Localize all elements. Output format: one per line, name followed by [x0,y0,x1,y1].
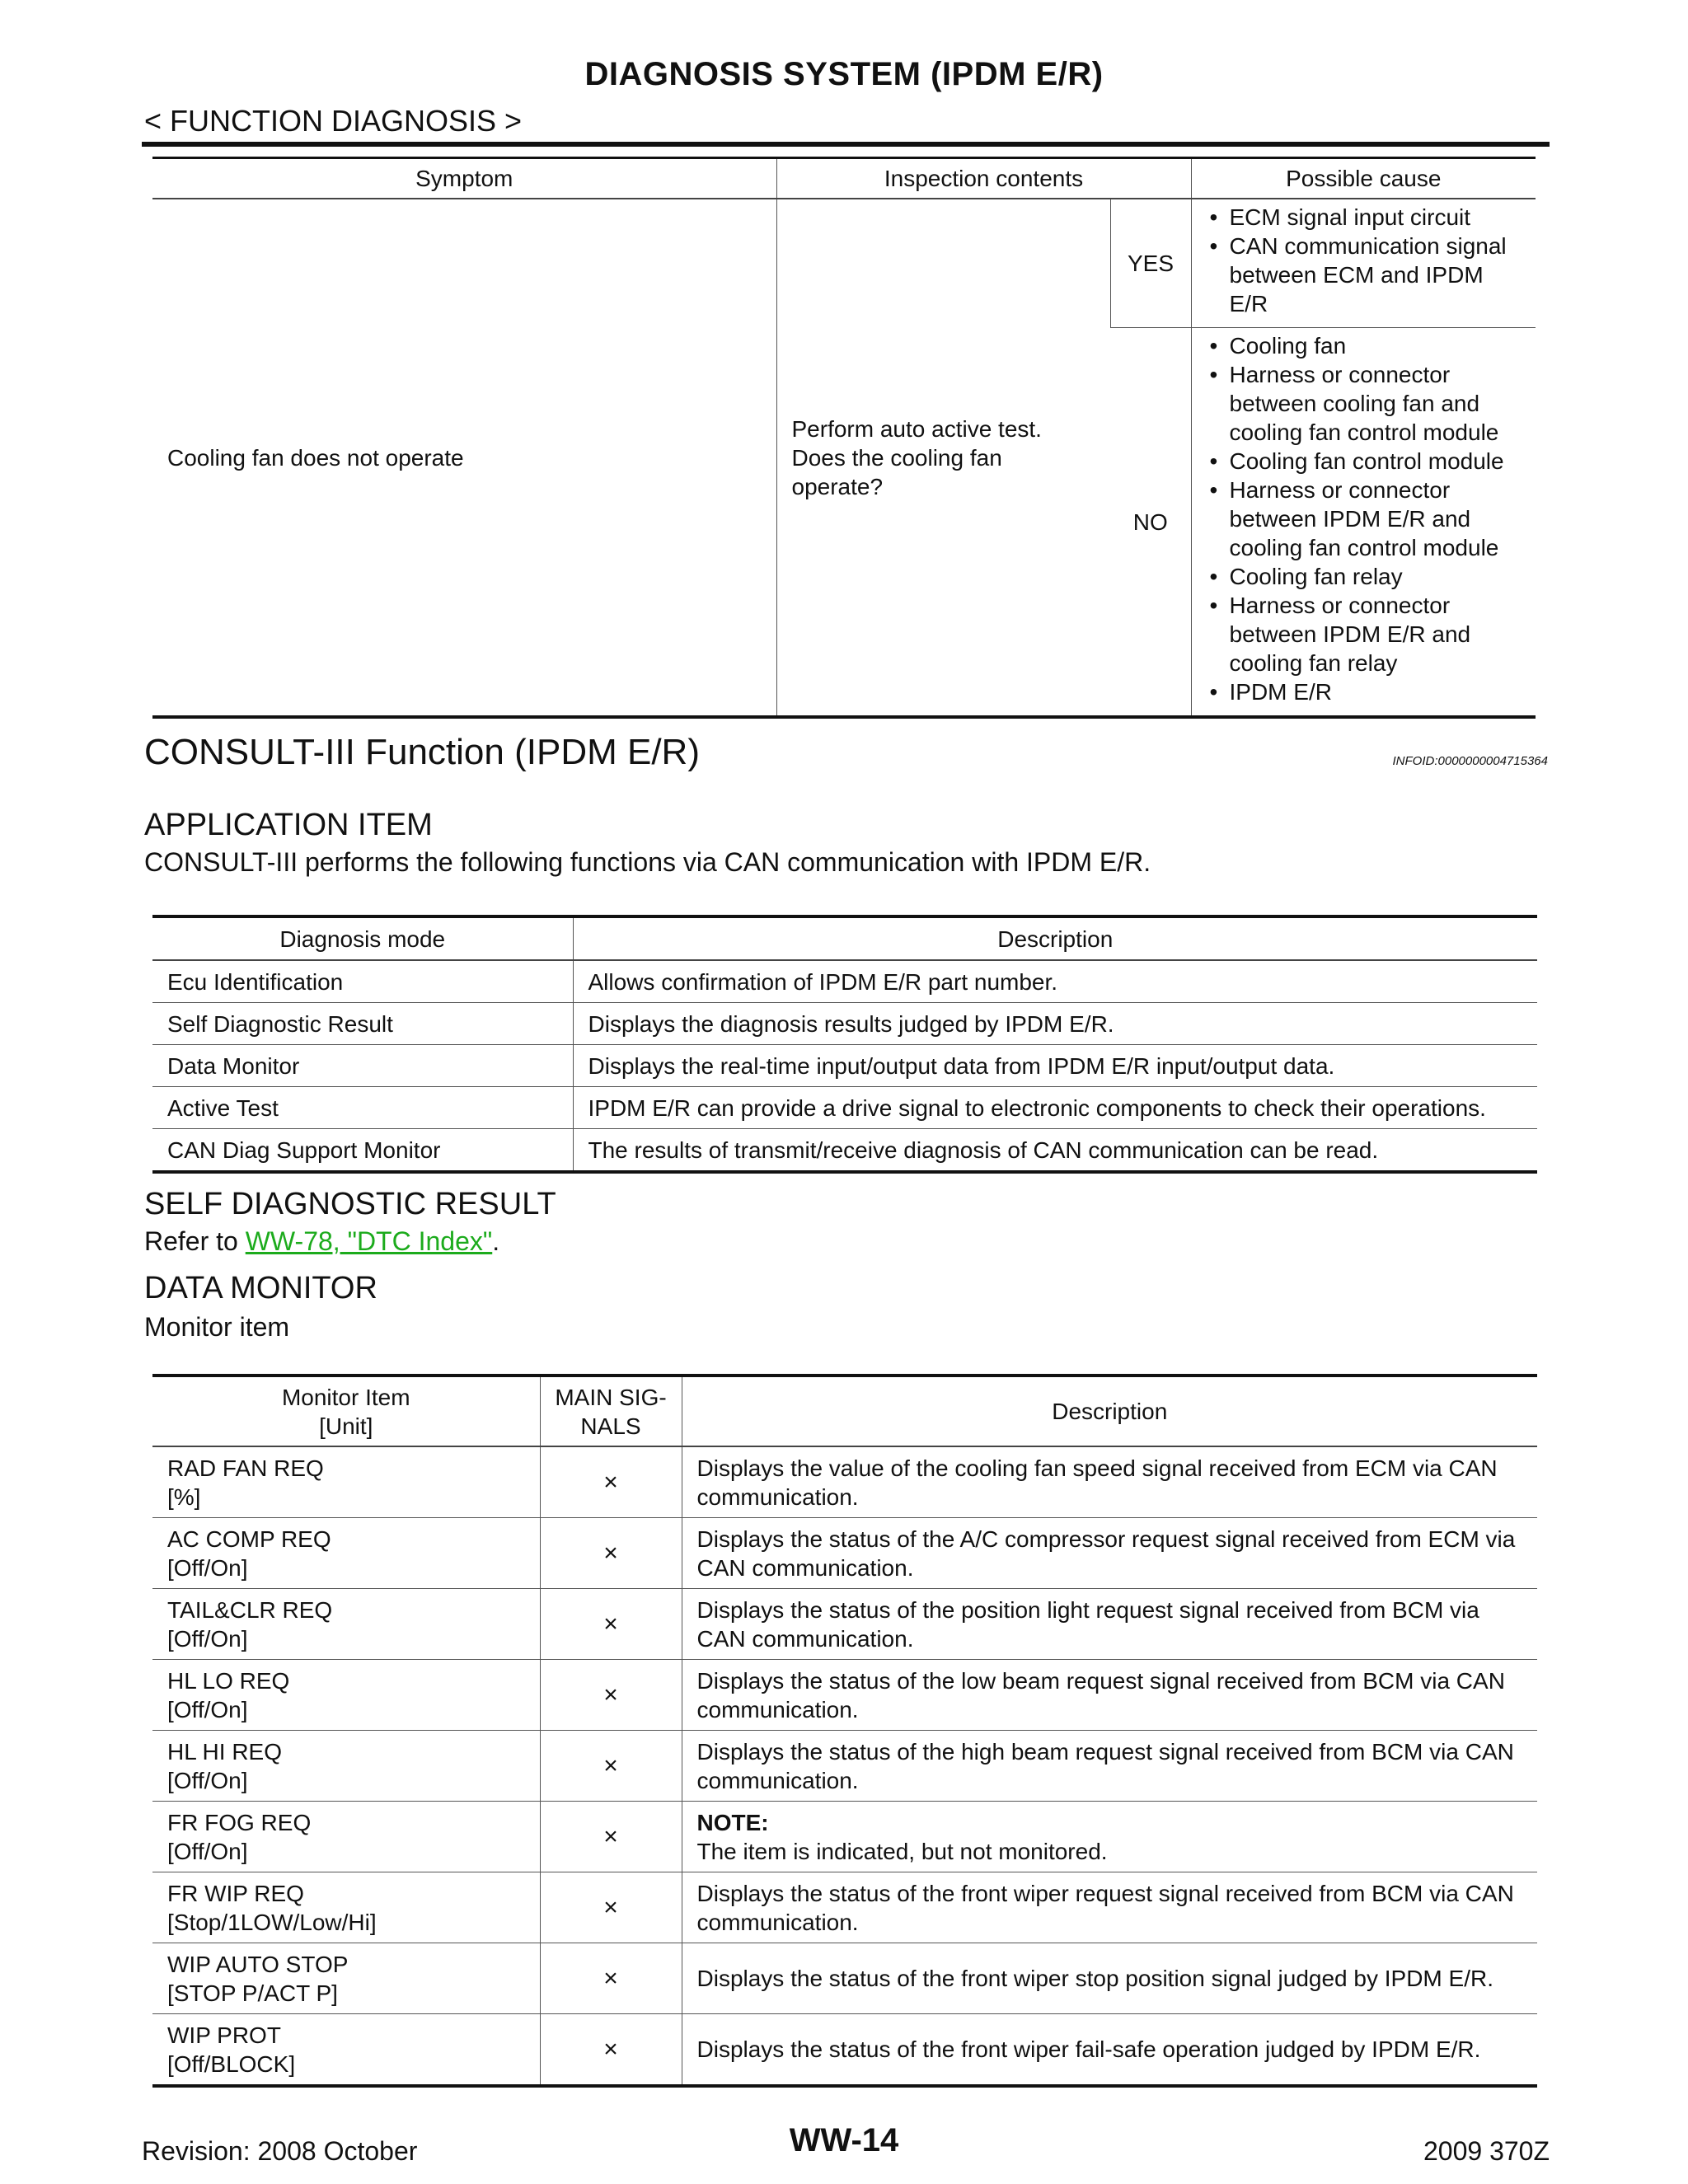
table-row [152,1943,1537,2014]
monitor-item-unit: [Off/On] [167,1554,248,1581]
cause-item: • CAN communication signal between ECM and IPDM E/R [1207,232,1528,318]
self-diag-heading: SELF DIAGNOSTIC RESULT [144,1187,556,1221]
monitor-description-text: The item is indicated, but not monitored. [696,1838,1108,1864]
mode-name-cell: Self Diagnostic Result [152,1003,573,1045]
monitor-item-cell [152,1518,540,1589]
monitor-item-cell [152,1589,540,1660]
no-causes [1191,328,1536,718]
main-signal-mark: × [540,1872,682,1943]
monitor-item-cell [152,1802,540,1872]
header-inspection: Inspection contents [776,158,1191,199]
monitor-item-unit: [%] [167,1483,201,1510]
monitor-description-cell [682,1943,1537,2014]
monitor-item-name: WIP AUTO STOP [167,1951,349,1977]
note-label: NOTE: [696,1809,769,1835]
application-item-heading: APPLICATION ITEM [144,808,433,842]
cause-item: • Harness or connector between IPDM E/R and cooling fan control module [1207,476,1528,562]
yes-label: YES [1110,199,1191,328]
monitor-description-cell [682,1731,1537,1802]
monitor-description-cell [682,1660,1537,1731]
cause-item: • Harness or connector between IPDM E/R and cooling fan relay [1207,591,1528,677]
refer-prefix: Refer to [144,1226,246,1256]
footer-model: 2009 370Z [1423,2136,1550,2166]
table-row [152,1731,1537,1802]
table-row [152,1003,1537,1045]
monitor-item-name: AC COMP REQ [167,1526,331,1552]
monitor-description-cell [682,1802,1537,1872]
monitor-description-cell [682,1446,1537,1518]
monitor-description-cell [682,1518,1537,1589]
header-monitor-item-line2: [Unit] [319,1413,373,1439]
refer-suffix: . [492,1226,500,1256]
table-row [152,1872,1537,1943]
monitor-description-text: Displays the status of the high beam request signal received from BCM via CAN communication. [696,1738,1514,1793]
self-diag-reference [144,1226,499,1257]
cause-item: • ECM signal input circuit [1207,203,1528,232]
table-row [152,1802,1537,1872]
dtc-index-link[interactable]: WW-78, "DTC Index" [245,1226,493,1256]
table-row [152,1087,1537,1129]
monitor-item-name: HL HI REQ [167,1738,282,1765]
monitor-item-name: RAD FAN REQ [167,1455,324,1481]
cause-item: • Harness or connector between cooling fan and cooling fan control module [1207,360,1528,447]
monitor-item-cell [152,1660,540,1731]
monitor-item-table [152,1374,1537,2088]
monitor-item-cell [152,1943,540,2014]
table-row [152,2014,1537,2087]
mode-description-cell: IPDM E/R can provide a drive signal to electronic components to check their operations. [573,1087,1537,1129]
main-signal-mark: × [540,1731,682,1802]
application-intro: CONSULT-III performs the following functions via CAN communication with IPDM E/R. [144,847,1151,877]
monitor-description-cell [682,2014,1537,2087]
table-row [152,1129,1537,1173]
monitor-item-unit: [STOP P/ACT P] [167,1980,338,2006]
monitor-description-text: Displays the status of the front wiper request signal received from BCM via CAN communication. [696,1880,1514,1935]
cause-item: • IPDM E/R [1207,677,1528,706]
monitor-item-unit: [Off/On] [167,1696,248,1722]
header-description: Description [573,916,1537,960]
header-symptom: Symptom [152,158,776,199]
mode-name-cell: Active Test [152,1087,573,1129]
monitor-item-unit: [Off/On] [167,1625,248,1652]
monitor-description-text: Displays the value of the cooling fan speed signal received from ECM via CAN communication. [696,1455,1498,1510]
mode-name-cell: CAN Diag Support Monitor [152,1129,573,1173]
monitor-description-cell [682,1589,1537,1660]
info-id: INFOID:0000000004715364 [1392,754,1548,768]
monitor-description-text: Displays the status of the front wiper stop position signal judged by IPDM E/R. [696,1966,1493,1991]
symptom-text: Cooling fan does not operate [167,444,464,471]
header-main-signals [540,1376,682,1446]
monitor-item-unit: [Off/On] [167,1767,248,1793]
table-row [152,1446,1537,1518]
header-diagnosis-mode: Diagnosis mode [152,916,573,960]
footer-page-number: WW-14 [789,2122,899,2158]
page-title: DIAGNOSIS SYSTEM (IPDM E/R) [584,56,1104,92]
monitor-item-unit: [Off/On] [167,1838,248,1864]
yes-causes [1191,199,1536,328]
symptom-table [152,157,1536,719]
monitor-item-name: HL LO REQ [167,1667,290,1694]
header-monitor-description: Description [682,1376,1537,1446]
table-row [152,1518,1537,1589]
header-main-signals-line2: NALS [580,1413,641,1439]
inspection-cell [776,199,1110,717]
main-signal-mark: × [540,1589,682,1660]
monitor-description-text: Displays the status of the position light request signal received from BCM via CAN communication. [696,1596,1479,1652]
header-main-signals-line1: MAIN SIG- [555,1384,667,1410]
monitor-description-text: Displays the status of the A/C compressor request signal received from ECM via CAN communication. [696,1526,1516,1581]
diagnosis-mode-table [152,915,1537,1174]
data-monitor-heading: DATA MONITOR [144,1271,377,1305]
cause-item: • Cooling fan control module [1207,447,1528,476]
inspection-line-2: Does the cooling fan operate? [791,444,1002,499]
no-label: NO [1110,328,1191,718]
main-signal-mark: × [540,2014,682,2087]
monitor-item-name: TAIL&CLR REQ [167,1596,333,1623]
mode-description-cell: The results of transmit/receive diagnosis of CAN communication can be read. [573,1129,1537,1173]
cause-item: • Cooling fan relay [1207,562,1528,591]
table-row [152,1660,1537,1731]
footer-revision: Revision: 2008 October [142,2136,418,2166]
table-row [152,1045,1537,1087]
monitor-item-subheading: Monitor item [144,1312,290,1342]
main-signal-mark: × [540,1518,682,1589]
monitor-item-cell [152,1872,540,1943]
monitor-item-unit: [Stop/1LOW/Low/Hi] [167,1909,377,1935]
header-monitor-item [152,1376,540,1446]
header-possible-cause: Possible cause [1191,158,1536,199]
main-signal-mark: × [540,1802,682,1872]
monitor-item-cell [152,1446,540,1518]
mode-description-cell: Displays the diagnosis results judged by IPDM E/R. [573,1003,1537,1045]
consult-heading: CONSULT-III Function (IPDM E/R) [144,732,700,772]
header-monitor-item-line1: Monitor Item [281,1384,410,1410]
mode-name-cell: Data Monitor [152,1045,573,1087]
mode-description-cell: Allows confirmation of IPDM E/R part number. [573,960,1537,1003]
monitor-item-name: FR FOG REQ [167,1809,312,1835]
symptom-cell [152,199,776,717]
header-rule [142,142,1550,147]
monitor-item-unit: [Off/BLOCK] [167,2050,296,2077]
inspection-line-1: Perform auto active test. [791,415,1042,442]
monitor-item-name: FR WIP REQ [167,1880,304,1906]
table-row [152,960,1537,1003]
main-signal-mark: × [540,1943,682,2014]
monitor-description-cell [682,1872,1537,1943]
table-row [152,1589,1537,1660]
cause-item: • Cooling fan [1207,331,1528,360]
monitor-item-cell [152,2014,540,2087]
section-breadcrumb: < FUNCTION DIAGNOSIS > [144,104,523,138]
monitor-item-cell [152,1731,540,1802]
main-signal-mark: × [540,1660,682,1731]
mode-description-cell: Displays the real-time input/output data from IPDM E/R input/output data. [573,1045,1537,1087]
monitor-description-text: Displays the status of the low beam request signal received from BCM via CAN communication. [696,1667,1505,1722]
mode-name-cell: Ecu Identification [167,968,344,995]
monitor-description-text: Displays the status of the front wiper fail-safe operation judged by IPDM E/R. [696,2036,1481,2062]
monitor-item-name: WIP PROT [167,2022,281,2048]
main-signal-mark: × [540,1446,682,1518]
